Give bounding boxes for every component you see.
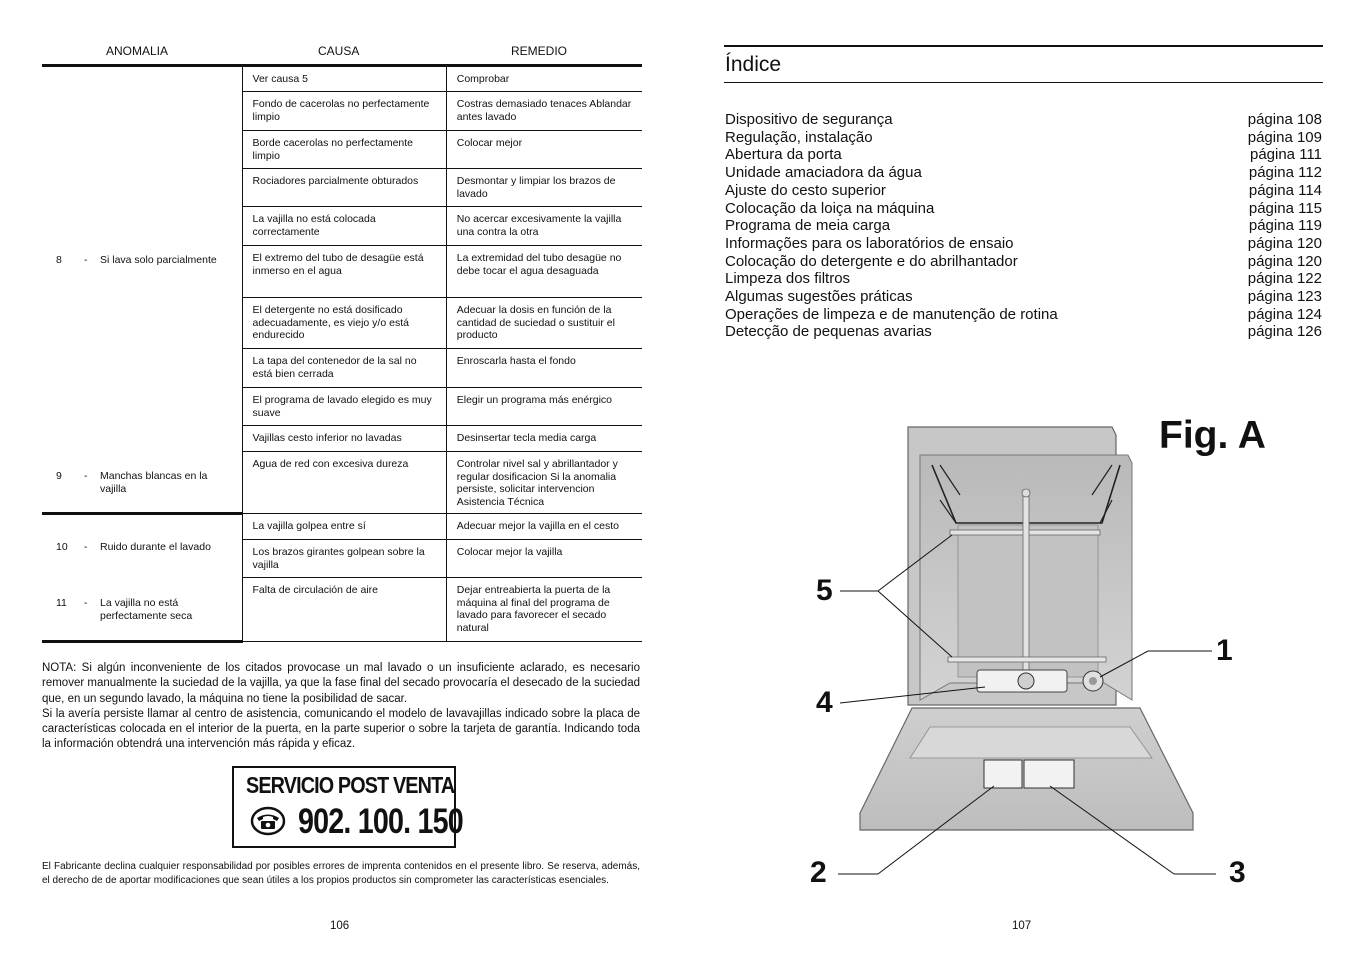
page-number-right: 107 [1012,920,1032,932]
remedy-cell: Desmontar y limpiar los brazos de lavado [446,169,642,207]
toc-item [725,182,1322,200]
anomaly-cell [42,578,242,642]
remedy-cell: Adecuar la dosis en función de la cantidad de suciedad o sustituir el producto [446,298,642,349]
troubleshooting-table [42,64,642,643]
table-row [42,452,642,514]
anomaly-number: 8 [56,254,62,266]
left-page [42,40,642,643]
toc-item [725,235,1322,253]
page-number-left: 106 [330,920,350,932]
anomaly-number: 10 [56,541,68,553]
cause-cell: Falta de circulación de aire [242,578,446,642]
toc-page: página 122 [1247,270,1322,288]
remedy-cell: Colocar mejor la vajilla [446,540,642,578]
toc-page: página 108 [1247,111,1322,128]
remedy-cell: La extremidad del tubo desagüe no debe tocar el agua desaguada [446,246,642,298]
remedy-cell: Elegir un programa más enérgico [446,388,642,426]
toc-label: Informações para os laboratórios de ensaio [725,234,1014,252]
toc-item [725,164,1322,182]
table-row [42,514,642,540]
toc-label: Limpeza dos filtros [725,270,851,288]
toc-page: página 112 [1248,164,1322,182]
toc-page: página 114 [1248,181,1322,199]
toc-item [725,129,1322,147]
anomaly-text: Ruido durante el lavado [100,541,211,553]
toc-label: Detecção de pequenas avarias [725,323,932,341]
anomaly-cell [42,514,242,578]
callout-3: 3 [1229,856,1246,889]
callout-1: 1 [1216,634,1233,667]
callout-5: 5 [816,574,833,607]
toc-page: página 109 [1247,128,1322,146]
anomaly-text: La vajilla no está perfectamente seca [100,597,193,622]
remedy-cell: Desinsertar tecla media carga [446,426,642,452]
table-row [42,578,642,642]
table-header [42,40,642,64]
remedy-cell: Enroscarla hasta el fondo [446,349,642,388]
toc-page: página 123 [1247,288,1322,306]
toc-item [725,200,1322,218]
service-phone: 902. 100. 150 [298,802,463,841]
anomaly-text: Manchas blancas en la vajilla [100,470,208,495]
anomaly-dash: - [84,254,88,266]
cause-cell: La vajilla golpea entre sí [242,514,446,540]
toc-label: Algumas sugestões práticas [725,288,913,306]
callout-4: 4 [816,686,833,719]
figure-label: Fig. A [1159,414,1266,457]
anomaly-text: Si lava solo parcialmente [100,254,217,266]
cause-cell: El programa de lavado elegido es muy suave [242,388,446,426]
remedy-cell: Adecuar mejor la vajilla en el cesto [446,514,642,540]
toc-label: Programa de meia carga [725,217,891,235]
toc-item [725,288,1322,306]
cause-cell: Fondo de cacerolas no perfectamente limpio [242,92,446,131]
toc-page: página 115 [1248,199,1322,217]
note-paragraph-2: Si la avería persiste llamar al centro de asistencia, comunicando el modelo de lavavajillas indicado sobre la placa de características colocada en el interior de la puerta, en la parte superior o sobre la tarjeta de garantía. Indicando toda la información obtendrá una intervención más rápida y eficaz. [42,707,640,751]
toc-item [725,217,1322,235]
anomaly-number: 9 [56,470,62,483]
toc-label: Dispositivo de segurança [725,111,893,128]
anomaly-dash: - [84,597,88,610]
cause-cell: Borde cacerolas no perfectamente limpio [242,131,446,169]
cause-cell: La tapa del contenedor de la sal no está bien cerrada [242,349,446,388]
index-title: Índice [725,53,782,76]
toc-item [725,111,1322,129]
toc-page: página 119 [1248,217,1322,235]
note-paragraph-1: NOTA: Si algún inconveniente de los citados provocase un mal lavado o un insuficiente aclarado, es necesario remover manualmente la suciedad de la vajilla, ya que la fase final del secado provocaría el desecado de la suciedad que, en un segundo lavado, la máquina no tiene la posibilidad de sacar. [42,662,640,705]
service-box [232,766,463,848]
header-causa: CAUSA [318,44,360,58]
header-remedio: REMEDIO [511,44,568,58]
toc-label: Abertura da porta [725,146,842,164]
cause-cell: Agua de red con excesiva dureza [242,452,446,514]
toc-page: página 111 [1249,146,1322,164]
remedy-cell: Comprobar [446,66,642,92]
toc-item [725,306,1322,324]
anomaly-cell [42,66,242,452]
table-row [42,66,642,92]
toc-label: Unidade amaciadora da água [725,164,922,182]
toc-page: página 126 [1247,323,1322,341]
toc-label: Colocação do detergente e do abrilhantador [725,252,1018,270]
toc-label: Operações de limpeza e de manutenção de rotina [725,305,1058,323]
cause-cell: La vajilla no está colocada correctamente [242,207,446,246]
disclaimer: El Fabricante declina cualquier responsabilidad por posibles errores de imprenta contenidos en el presente libro. Se reserva, además, el derecho de de aportar modificaciones que sean útiles a los propios productos sin comprometer las características esenciales. [42,861,640,886]
service-title: SERVICIO POST VENTA [246,772,455,798]
anomaly-dash: - [84,470,88,483]
cause-cell: Los brazos girantes golpean sobre la vajilla [242,540,446,578]
anomaly-cell [42,452,242,514]
toc-label: Colocação da loiça na máquina [725,199,935,217]
cause-cell: El extremo del tubo de desagüe está inmerso en el agua [242,246,446,298]
cause-cell: Ver causa 5 [242,66,446,92]
header-anomalia: ANOMALIA [106,44,169,58]
toc-page: página 124 [1247,305,1322,323]
anomaly-number: 11 [56,597,67,610]
toc-label: Regulação, instalação [725,128,873,146]
callout-2: 2 [810,856,827,889]
telephone-icon [250,806,286,836]
remedy-cell: Colocar mejor [446,131,642,169]
toc-item [725,270,1322,288]
toc-page: página 120 [1247,234,1322,252]
note-block [42,661,640,753]
title-rule-bottom [724,82,1323,83]
title-rule-top [724,45,1323,47]
toc-item [725,323,1322,341]
dishwasher-figure [780,405,1320,895]
toc-item [725,253,1322,271]
cause-cell: Rociadores parcialmente obturados [242,169,446,207]
remedy-cell: No acercar excesivamente la vajilla una contra la otra [446,207,642,246]
toc-label: Ajuste do cesto superior [725,181,886,199]
anomaly-dash: - [84,541,88,553]
remedy-cell: Dejar entreabierta la puerta de la máquina al final del programa de lavado para favorecer el secado natural [446,578,642,642]
remedy-cell: Controlar nivel sal y abrillantador y regular dosificacion Si la anomalia persiste, solicitar intervencion Asistencia Técnica [446,452,642,514]
toc-page: página 120 [1247,252,1322,270]
remedy-cell: Costras demasiado tenaces Ablandar antes lavado [446,92,642,131]
table-of-contents [725,111,1322,341]
cause-cell: El detergente no está dosificado adecuadamente, es viejo y/o está endurecido [242,298,446,349]
cause-cell: Vajillas cesto inferior no lavadas [242,426,446,452]
toc-item [725,146,1322,164]
